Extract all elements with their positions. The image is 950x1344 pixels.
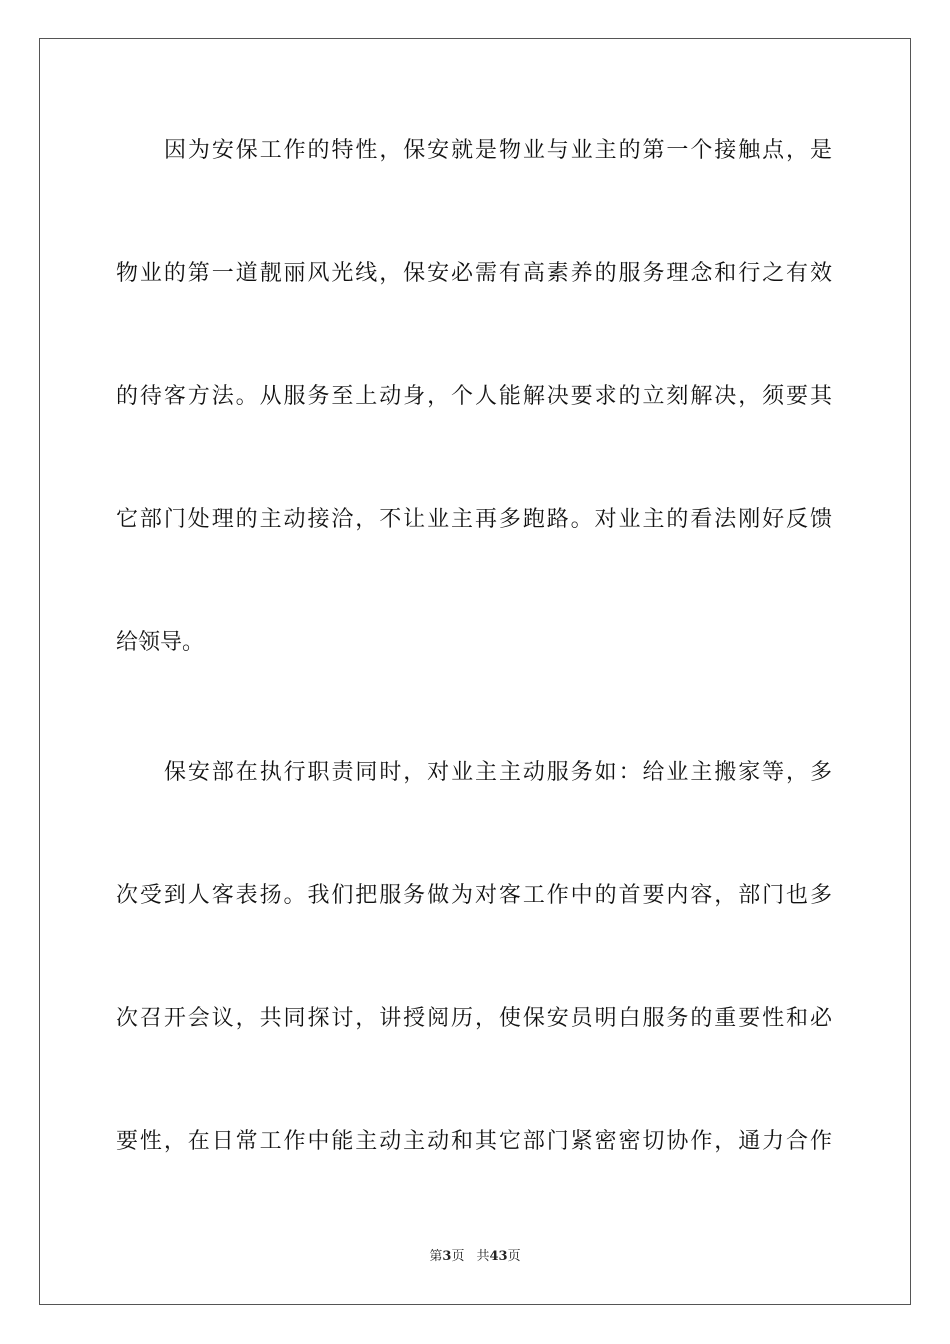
total-suffix: 页 — [507, 1249, 521, 1264]
text-line-3: 的待客方法。从服务至上动身，个人能解决要求的立刻解决，须要其 — [116, 384, 832, 409]
text-line-9: 要性，在日常工作中能主动主动和其它部门紧密密切协作，通力合作 — [116, 1129, 832, 1154]
text-line-6: 保安部在执行职责同时，对业主主动服务如：给业主搬家等，多 — [164, 760, 832, 785]
page-number: 3 — [442, 1249, 452, 1264]
total-prefix: 共 — [476, 1249, 490, 1264]
text-line-4: 它部门处理的主动接洽，不让业主再多跑路。对业主的看法刚好反馈 — [116, 507, 832, 532]
page-prefix: 第 — [429, 1249, 443, 1264]
text-line-7: 次受到人客表扬。我们把服务做为对客工作中的首要内容，部门也多 — [116, 883, 832, 908]
total-pages: 43 — [489, 1249, 508, 1264]
text-line-2: 物业的第一道靓丽风光线，保安必需有高素养的服务理念和行之有效 — [116, 261, 832, 286]
page-suffix: 页 — [451, 1249, 465, 1264]
text-line-1: 因为安保工作的特性，保安就是物业与业主的第一个接触点，是 — [164, 138, 832, 163]
page-footer — [0, 1245, 950, 1264]
text-line-5: 给领导。 — [116, 630, 205, 655]
page-border — [39, 38, 911, 1305]
text-line-8: 次召开会议，共同探讨，讲授阅历，使保安员明白服务的重要性和必 — [116, 1006, 832, 1031]
